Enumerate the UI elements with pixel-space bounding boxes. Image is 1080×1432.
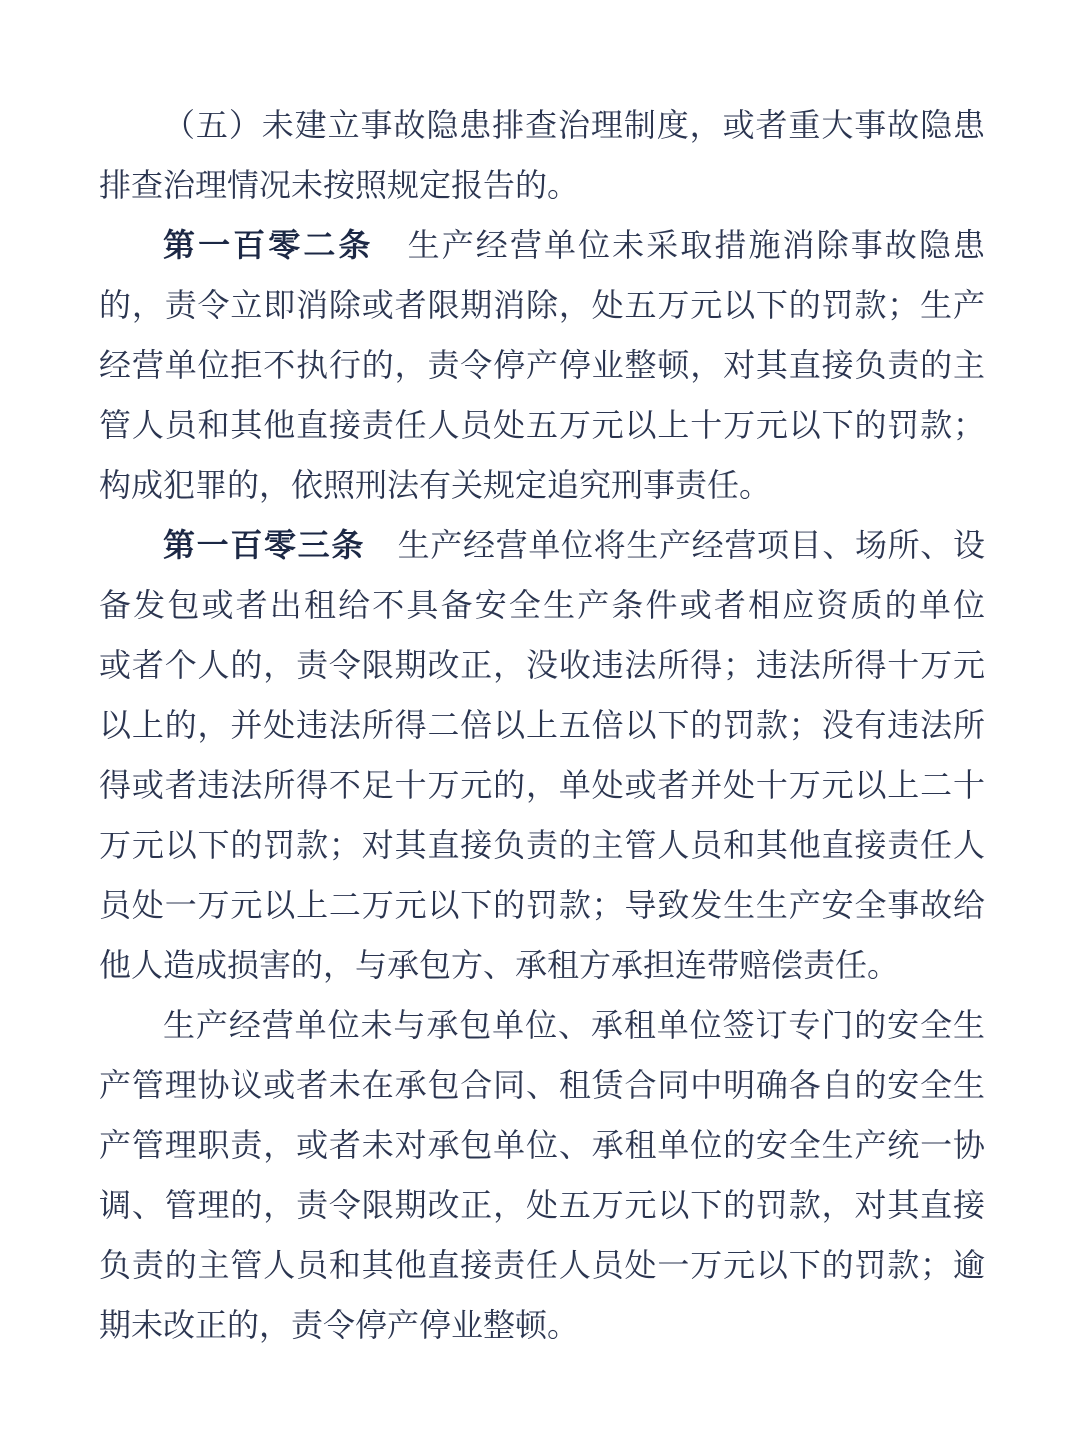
line-text: 排查治理情况未按照规定报告的。 bbox=[99, 167, 580, 203]
body-text-line bbox=[99, 815, 985, 875]
body-text-line bbox=[99, 395, 985, 455]
line-text: 他人造成损害的，与承包方、承租方承担连带赔偿责任。 bbox=[99, 947, 900, 983]
article-heading-line bbox=[99, 215, 985, 275]
body-text-line bbox=[99, 1115, 985, 1175]
body-text-line bbox=[99, 1235, 985, 1295]
line-text: 调、管理的，责令限期改正，处五万元以下的罚款，对其直接 bbox=[99, 1187, 985, 1223]
article-number-gap bbox=[365, 527, 398, 563]
line-text: （五）未建立事故隐患排查治理制度，或者重大事故隐患 bbox=[163, 107, 985, 143]
line-text: 得或者违法所得不足十万元的，单处或者并处十万元以上二十 bbox=[99, 767, 985, 803]
document-text bbox=[99, 95, 985, 1355]
line-text: 期未改正的，责令停产停业整顿。 bbox=[99, 1307, 580, 1343]
line-text: 构成犯罪的，依照刑法有关规定追究刑事责任。 bbox=[99, 467, 772, 503]
article-number: 第一百零三条 bbox=[163, 527, 365, 563]
body-text-line bbox=[99, 695, 985, 755]
line-text: 以上的，并处违法所得二倍以上五倍以下的罚款；没有违法所 bbox=[99, 707, 985, 743]
body-text-line bbox=[99, 155, 985, 215]
line-text: 备发包或者出租给不具备安全生产条件或者相应资质的单位 bbox=[99, 587, 985, 623]
body-text-line bbox=[99, 275, 985, 335]
body-text-line bbox=[99, 335, 985, 395]
line-text: 产管理职责，或者未对承包单位、承租单位的安全生产统一协 bbox=[99, 1127, 985, 1163]
body-text-line bbox=[99, 1175, 985, 1235]
line-text: 生产经营单位将生产经营项目、场所、设 bbox=[397, 527, 985, 563]
article-number: 第一百零二条 bbox=[163, 227, 374, 263]
body-text-line bbox=[99, 755, 985, 815]
line-text: 万元以下的罚款；对其直接负责的主管人员和其他直接责任人 bbox=[99, 827, 985, 863]
line-text: 管人员和其他直接责任人员处五万元以上十万元以下的罚款； bbox=[99, 407, 985, 443]
body-text-line bbox=[99, 935, 985, 995]
body-text-line bbox=[99, 1055, 985, 1115]
body-text-line bbox=[99, 635, 985, 695]
line-text: 生产经营单位未与承包单位、承租单位签订专门的安全生 bbox=[163, 1007, 985, 1043]
body-text-line bbox=[99, 875, 985, 935]
body-text-line bbox=[99, 1295, 985, 1355]
line-text: 负责的主管人员和其他直接责任人员处一万元以下的罚款；逾 bbox=[99, 1247, 985, 1283]
body-text-line bbox=[99, 455, 985, 515]
article-number-gap bbox=[374, 227, 408, 263]
line-text: 或者个人的，责令限期改正，没收违法所得；违法所得十万元 bbox=[99, 647, 985, 683]
line-text: 的，责令立即消除或者限期消除，处五万元以下的罚款；生产 bbox=[99, 287, 985, 323]
body-text-line bbox=[99, 95, 985, 155]
body-text-line bbox=[99, 995, 985, 1055]
line-text: 经营单位拒不执行的，责令停产停业整顿，对其直接负责的主 bbox=[99, 347, 985, 383]
line-text: 产管理协议或者未在承包合同、租赁合同中明确各自的安全生 bbox=[99, 1067, 985, 1103]
line-text: 生产经营单位未采取措施消除事故隐患 bbox=[407, 227, 985, 263]
line-text: 员处一万元以上二万元以下的罚款；导致发生生产安全事故给 bbox=[99, 887, 985, 923]
body-text-line bbox=[99, 575, 985, 635]
article-heading-line bbox=[99, 515, 985, 575]
